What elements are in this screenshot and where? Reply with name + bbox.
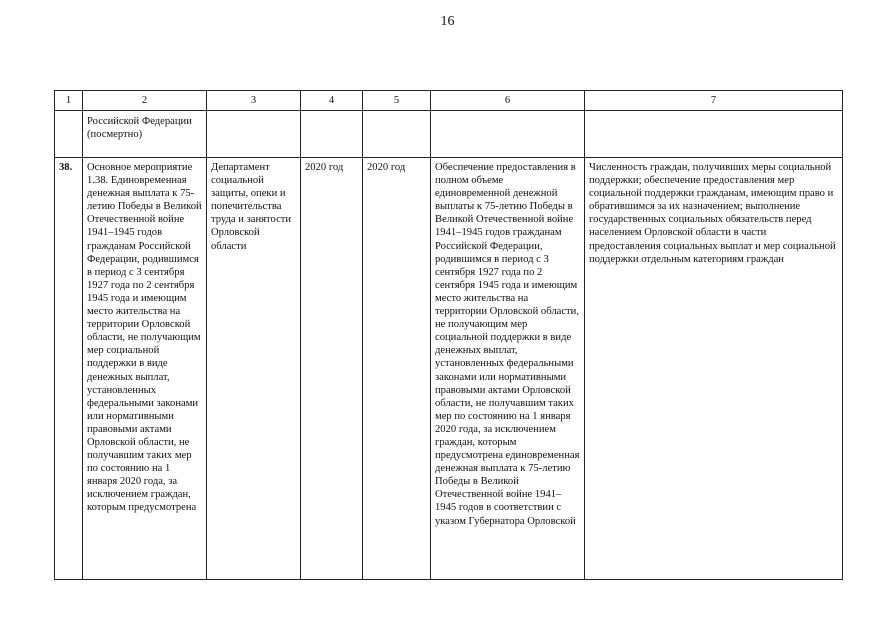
header-col-2: 2 xyxy=(83,91,207,111)
cell-executor: Департамент социальной защиты, опеки и попечительства труда и занятости Орловской области xyxy=(207,158,301,580)
header-col-1: 1 xyxy=(55,91,83,111)
cell-measure: Основное мероприятие 1.38. Единовременная денежная выплата к 75-летию Победы в Великой Отечественной войне 1941–1945 годов гражданам Российской Федерации, родившимся в период с 3 сентября 1927 года по 2 сентября 1945 года и имеющим место жительства на территории Орловской области, не получающим мер социальной поддержки в виде денежных выплат, установленных федеральными законами или нормативными правовыми актами Орловской области, не получавшим таких мер по состоянию на 1 января 2020 года, за исключением граждан, которым предусмотрена xyxy=(83,158,207,580)
cell-expected-result: Обеспечение предоставления в полном объеме единовременной денежной выплаты к 75-летию Победы в Великой Отечественной войне 1941–1945 годов гражданам Российской Федерации, родившимся в период с 3 сентября 1927 года по 2 сентября 1945 года и имеющим место жительства на территории Орловской области, не получающим мер социальной поддержки в виде денежных выплат, установленных федеральными законами или нормативными правовыми актами Орловской области, не получавшим таких мер по состоянию на 1 января 2020 года, за исключением граждан, которым предусмотрена единовременная денежная выплата к 75-летию Победы в Великой Отечественной войне 1941–1945 годов в соответствии с указом Губернатора Орловской xyxy=(431,158,585,580)
table-row xyxy=(55,158,843,580)
cell-start-date: 2020 год xyxy=(301,158,363,580)
cell-empty xyxy=(363,111,431,158)
page-number: 16 xyxy=(440,14,455,29)
cell-empty xyxy=(301,111,363,158)
header-col-6: 6 xyxy=(431,91,585,111)
cell-end-date: 2020 год xyxy=(363,158,431,580)
cell-indicators: Численность граждан, получивших меры социальной поддержки; обеспечение предоставления мер социальной поддержки гражданам, имеющим право и обратившимся за их назначением; выполнение государственных социальных обязательств перед населением Орловской области в части предоставления социальных выплат и мер социальной поддержки отдельным категориям граждан xyxy=(585,158,843,580)
program-measures-table xyxy=(54,90,843,580)
cell-measure-continuation: Российской Федерации (посмертно) xyxy=(83,111,207,158)
header-col-3: 3 xyxy=(207,91,301,111)
table-header-row xyxy=(55,91,843,111)
header-col-4: 4 xyxy=(301,91,363,111)
header-col-7: 7 xyxy=(585,91,843,111)
cell-empty xyxy=(55,111,83,158)
cell-empty xyxy=(585,111,843,158)
cell-empty xyxy=(431,111,585,158)
cell-empty xyxy=(207,111,301,158)
cell-row-number: 38. xyxy=(55,158,83,580)
table-row xyxy=(55,111,843,158)
header-col-5: 5 xyxy=(363,91,431,111)
